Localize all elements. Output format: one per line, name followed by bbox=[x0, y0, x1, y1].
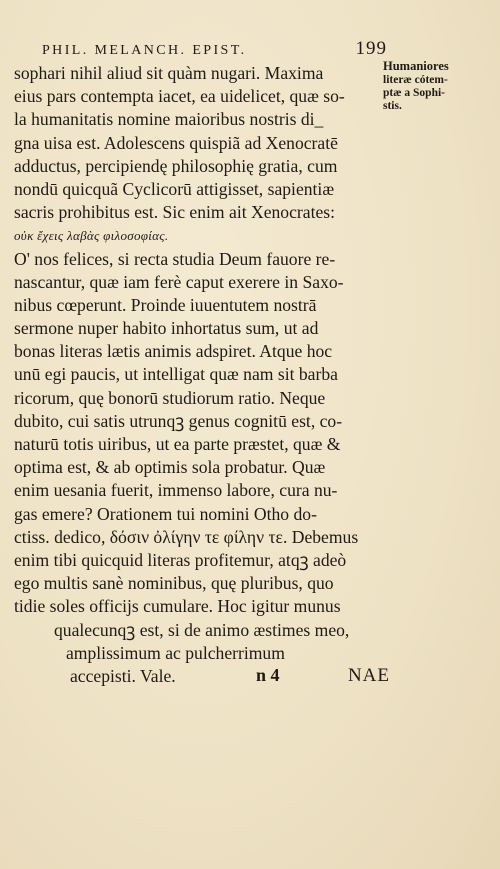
catchword: NAE bbox=[347, 665, 390, 686]
text-line: qualecunqꝫ est, si de animo æstimes meo, bbox=[54, 619, 350, 640]
text-line: tidie soles officijs cumulare. Hoc igitur munus bbox=[14, 596, 341, 617]
text-line: gna uisa est. Adolescens quispiã ad Xenocratē bbox=[14, 132, 338, 153]
text-line: dubito, cui satis utrunqꝫ genus cognitū est, co- bbox=[14, 410, 343, 431]
closing-line: accepisti. Vale. bbox=[70, 665, 176, 686]
text-line: sophari nihil aliud sit quàm nugari. Maxima bbox=[14, 63, 324, 83]
greek-quotation: οὐκ ἔχεις λαβὰς φιλοσοφίας. bbox=[14, 228, 169, 244]
text-line: eius pars contempta iacet, ea uidelicet, quæ so- bbox=[14, 86, 345, 107]
text-line: ego multis sanè nominibus, quę pluribus, quo bbox=[14, 573, 334, 594]
letter-body bbox=[14, 62, 386, 688]
text-line: O' nos felices, si recta studia Deum fauore re- bbox=[14, 248, 336, 269]
text-line: naturū totis uiribus, ut ea parte præstet, quæ & bbox=[14, 434, 341, 454]
text-line: nascantur, quæ iam ferè caput exerere in Saxo- bbox=[14, 271, 344, 292]
page-footer bbox=[250, 665, 390, 687]
text-line: nibus cœperunt. Proinde iuuentutem nostrā bbox=[14, 294, 317, 315]
marginal-note-line: literæ cótem- bbox=[383, 74, 448, 86]
text-line: la humanitatis nomine maioribus nostris di_ bbox=[14, 109, 324, 130]
signature-mark: n 4 bbox=[256, 665, 280, 685]
text-line: amplissimum ac pulcherrimum bbox=[66, 642, 285, 663]
text-line: bonas literas lætis animis adspiret. Atque hoc bbox=[14, 341, 333, 362]
text-line: ctiss. dedico, δόσιν ὀλίγην τε φίλην τε. Debemus bbox=[14, 526, 359, 547]
marginal-note-line: stis. bbox=[383, 100, 402, 112]
text-line: enim uesania fuerit, immenso labore, cura nu- bbox=[14, 480, 338, 501]
text-line: sacris prohibitus est. Sic enim ait Xenocrates: bbox=[14, 202, 336, 223]
marginal-note-line: ptæ a Sophi- bbox=[383, 87, 445, 99]
marginal-note bbox=[383, 60, 498, 113]
text-line: ricorum, quę bonorū studiorum ratio. Neque bbox=[14, 387, 326, 408]
text-line: unū egi paucis, ut intelligat quæ nam sit barba bbox=[14, 364, 338, 385]
page-number: 199 bbox=[355, 38, 387, 59]
text-line: sermone nuper habito inhortatus sum, ut ad bbox=[14, 318, 319, 339]
text-line: nondū quicquã Cyclicorū attigisset, sapientiæ bbox=[14, 178, 335, 199]
text-line: optima est, & ab optimis sola probatur. Quæ bbox=[14, 457, 326, 478]
text-line: gas emere? Orationem tui nomini Otho do- bbox=[14, 503, 317, 524]
text-line: enim tibi quicquid literas profitemur, atqꝫ adeò bbox=[14, 549, 347, 570]
running-title: PHIL. MELANCH. EPIST. bbox=[42, 43, 247, 58]
text-line: adductus, percipiendę philosophię gratia, cum bbox=[14, 155, 338, 176]
marginal-note-line: Humaniores bbox=[383, 59, 449, 73]
page-header bbox=[42, 38, 387, 60]
